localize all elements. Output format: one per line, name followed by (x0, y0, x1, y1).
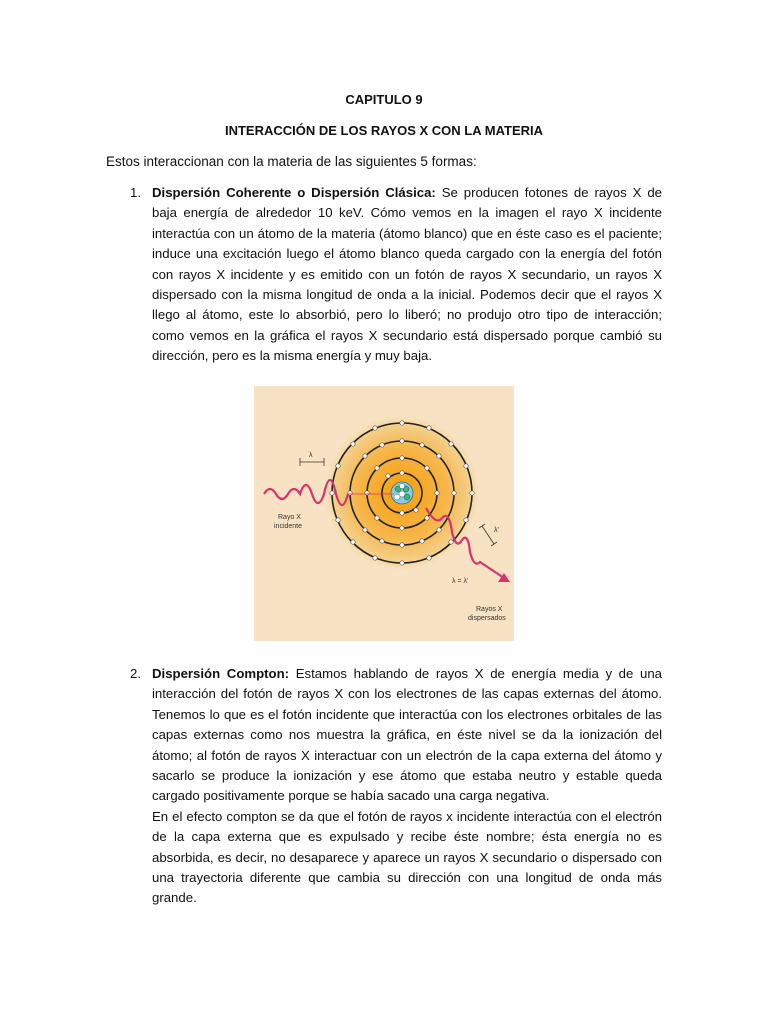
equation-label: λ = λ' (452, 578, 469, 585)
list-number: 1. (130, 185, 141, 200)
item-heading: Dispersión Coherente o Dispersión Clásica: (152, 185, 436, 200)
item-text: Estamos hablando de rayos X de energía media y de una interacción del fotón de rayos X con los electrones de las capas externas del átomo. Tenemos lo que es el fotón incidente que interactúa con los electrones orbitales de las capas externas como nos muestra la gráfica, en éste nivel se da la ionización del átomo; al fotón de rayos X interactuar con un electrón de la capa externa del átomo y sacarlo se produce la ionización y ese átomo que estaba neutro y estable queda cargado positivamente porque se había sacado una carga negativa. (152, 666, 662, 804)
incident-label: Rayo X (278, 514, 301, 521)
item-heading: Dispersión Compton: (152, 666, 290, 681)
atom-diagram (254, 386, 514, 641)
chapter-heading: CAPITULO 9 (345, 92, 423, 107)
atom-scattering-figure (254, 386, 514, 641)
list-item-2 (130, 664, 662, 909)
incident-label-2: incidente (274, 523, 303, 530)
page-title: INTERACCIÓN DE LOS RAYOS X CON LA MATERIA (224, 123, 544, 138)
list-item-1 (130, 183, 662, 367)
scattered-label: Rayos X (476, 606, 503, 613)
lambda-prime-label: λ' (494, 527, 499, 534)
scattered-label-2: dispersados (468, 615, 506, 622)
list-item-body (152, 183, 662, 367)
nucleus (391, 482, 413, 504)
item-text: Se producen fotones de rayos X de baja energía de alrededor 10 keV. Cómo vemos en la imagen el rayo X incidente interactúa con un átomo de la materia (átomo blanco) que en éste caso es el paciente; induce una excitación luego el átomo blanco queda cargado con la energía del fotón con rayos X incidente y es emitido con un fotón de rayos X secundario, un rayos X dispersado con la misma longitud de onda a la inicial. Podemos decir que el rayos X llego al átomo, este lo absorbió, pero lo liberó; no produjo otro tipo de interacción; como vemos en la gráfica el rayos X secundario está dispersado porque cambió su dirección, pero es la misma energía y muy baja. (152, 185, 662, 364)
intro-text: Estos interaccionan con la materia de las siguientes 5 formas: (106, 154, 477, 169)
list-number: 2. (130, 666, 141, 681)
lambda-label: λ (309, 452, 313, 459)
item-text-continued: En el efecto compton se da que el fotón de rayos x incidente interactúa con el electrón de la capa externa que es expulsado y recibe éste nombre; ésta energía no es absorbida, es decir, no desaparece y aparece un rayos X secundario o dispersado con una trayectoria diferente que cambia su dirección con una longitud de onda más grande. (152, 808, 662, 906)
list-item-body (152, 664, 662, 909)
